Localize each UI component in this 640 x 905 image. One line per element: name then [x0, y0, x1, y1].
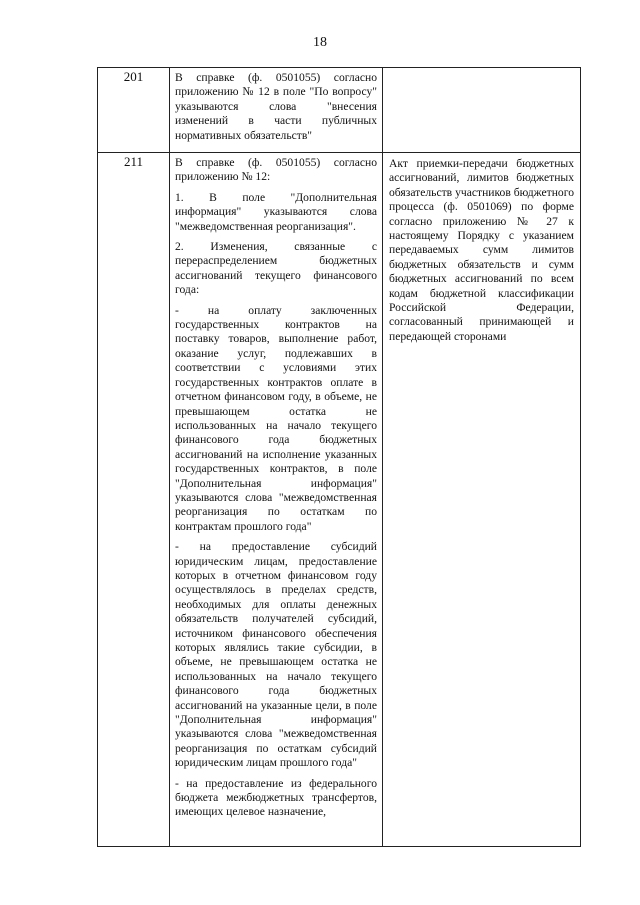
row-number: 201: [98, 68, 170, 153]
table-row-201: [98, 68, 581, 153]
change-paragraph: - на предоставление субсидий юридическим лицам, предоставление которых в отчетном финансовом году осуществлялось в пределах средств, необходимых для оплаты денежных обязательств получателей субсидий, источником финансового обеспечения которых являлись такие субсидии, в объеме, не превышающем остатка не использованных на начало текущего финансового года бюджетных ассигнований на указанные цели, в поле "Дополнительная информация" указываются слова "межведомственная реорганизация по остаткам субсидий юридическим лицам прошлого года": [175, 540, 377, 770]
changes-table: [97, 67, 581, 847]
change-description: [170, 68, 383, 153]
document-cell: [383, 68, 581, 153]
change-paragraph: В справке (ф. 0501055) согласно приложению № 12 в поле "По вопросу" указываются слова "внесения изменений в части публичных нормативных обязательств": [175, 71, 377, 142]
page-number: 18: [313, 35, 327, 50]
change-paragraph: - на оплату заключенных государственных контрактов на поставку товаров, выполнение работ, оказание услуг, подлежавших в соответствии с условиями этих государственных контрактов оплате в отчетном финансовом году, в объеме, не превышающем остатка не использованных на начало текущего финансового года бюджетных ассигнований на исполнение указанных государственных контрактов, в поле "Дополнительная информация" указываются слова "межведомственная реорганизация по остаткам по контрактам прошлого года": [175, 303, 377, 533]
change-description: [170, 153, 383, 847]
document-cell: Акт приемки-передачи бюджетных ассигнований, лимитов бюджетных обязательств участников бюджетного процесса (ф. 0501069) по форме согласно приложению № 27 к настоящему Порядку с указанием передаваемых сумм лимитов бюджетных обязательств и сумм бюджетных ассигнований по всем кодам бюджетной классификации Российской Федерации, согласованный принимающей и передающей сторонами: [383, 153, 581, 847]
change-paragraph: 1. В поле "Дополнительная информация" указываются слова "межведомственная реорганизация".: [175, 190, 377, 233]
table-row-211: [98, 153, 581, 847]
change-paragraph: 2. Изменения, связанные с перераспределением бюджетных ассигнований текущего финансового года:: [175, 240, 377, 297]
row-number: 211: [98, 153, 170, 847]
change-paragraph: В справке (ф. 0501055) согласно приложению № 12:: [175, 156, 377, 184]
change-paragraph: - на предоставление из федерального бюджета межбюджетных трансфертов, имеющих целевое назначение,: [175, 776, 377, 819]
